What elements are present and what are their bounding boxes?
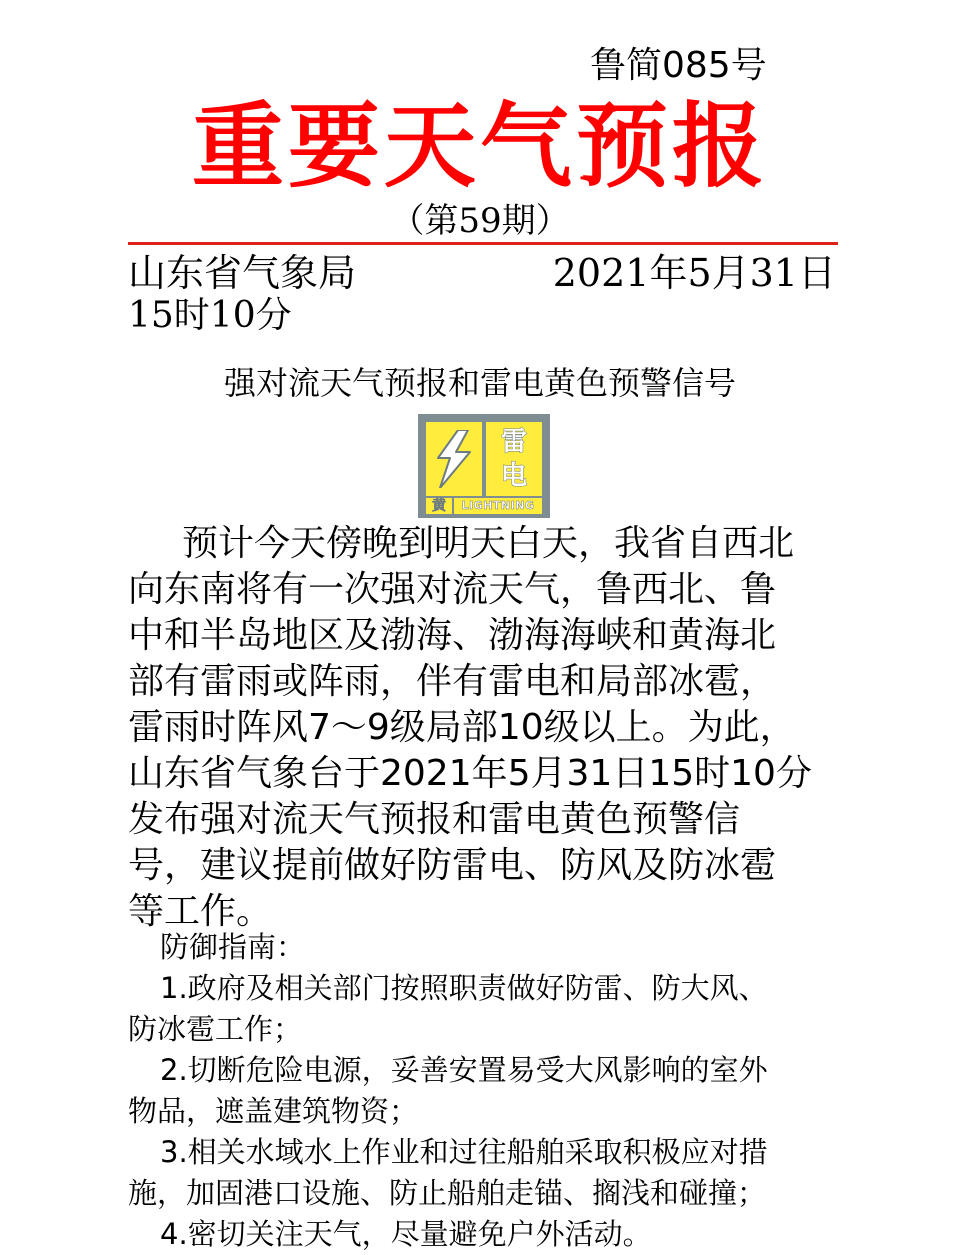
header-divider xyxy=(128,242,838,245)
bulletin-subtitle: 强对流天气预报和雷电黄色预警信号 xyxy=(223,364,736,402)
signal-bolt-panel xyxy=(426,422,482,496)
guide-line: 防冰雹工作； xyxy=(128,1012,303,1046)
guide-line: 4.密切关注天气，尽量避免户外活动。 xyxy=(160,1217,652,1251)
body-line: 发布强对流天气预报和雷电黄色预警信 xyxy=(128,799,741,840)
body-line: 号，建议提前做好防雷电、防风及防冰雹 xyxy=(128,845,777,886)
body-line: 预计今天傍晚到明天白天，我省自西北 xyxy=(182,523,795,564)
body-line: 雷雨时阵风7～9级局部10级以上。为此， xyxy=(128,707,796,748)
guide-heading: 防御指南： xyxy=(160,930,306,964)
issue-time: 15时10分 xyxy=(128,295,292,336)
issuing-agency: 山东省气象局 xyxy=(128,251,357,295)
signal-level-label: 黄 xyxy=(426,498,452,514)
lightning-bolt-icon xyxy=(432,430,476,488)
guide-line: 物品，遮盖建筑物资； xyxy=(128,1094,419,1128)
signal-name-char: 雷 xyxy=(500,427,527,457)
signal-name-panel xyxy=(486,422,542,496)
issue-number: （第59期） xyxy=(390,201,570,241)
document-number: 鲁简085号 xyxy=(590,45,767,86)
guide-line: 2.切断危险电源，妥善安置易受大风影响的室外 xyxy=(160,1053,768,1087)
guide-line: 施，加固港口设施、防止船舶走锚、搁浅和碰撞； xyxy=(128,1176,767,1210)
signal-name-char: 电 xyxy=(500,461,527,491)
document-title: 重要天气预报 xyxy=(191,93,768,200)
body-line: 等工作。 xyxy=(128,891,273,932)
lightning-yellow-warning-signal xyxy=(418,414,550,518)
body-line: 部有雷雨或阵雨，伴有雷电和局部冰雹， xyxy=(128,661,777,702)
signal-english-label: LIGHTNING xyxy=(454,498,542,514)
issue-date: 2021年5月31日 xyxy=(552,251,836,295)
body-line: 中和半岛地区及渤海、渤海海峡和黄海北 xyxy=(128,615,777,656)
defense-guide xyxy=(128,927,848,1255)
body-line: 向东南将有一次强对流天气，鲁西北、鲁 xyxy=(128,569,777,610)
bulletin-body xyxy=(128,521,838,935)
guide-line: 3.相关水域水上作业和过往船舶采取积极应对措 xyxy=(160,1135,768,1169)
guide-line: 1.政府及相关部门按照职责做好防雷、防大风、 xyxy=(160,971,768,1005)
body-line: 山东省气象台于2021年5月31日15时10分 xyxy=(128,753,812,794)
